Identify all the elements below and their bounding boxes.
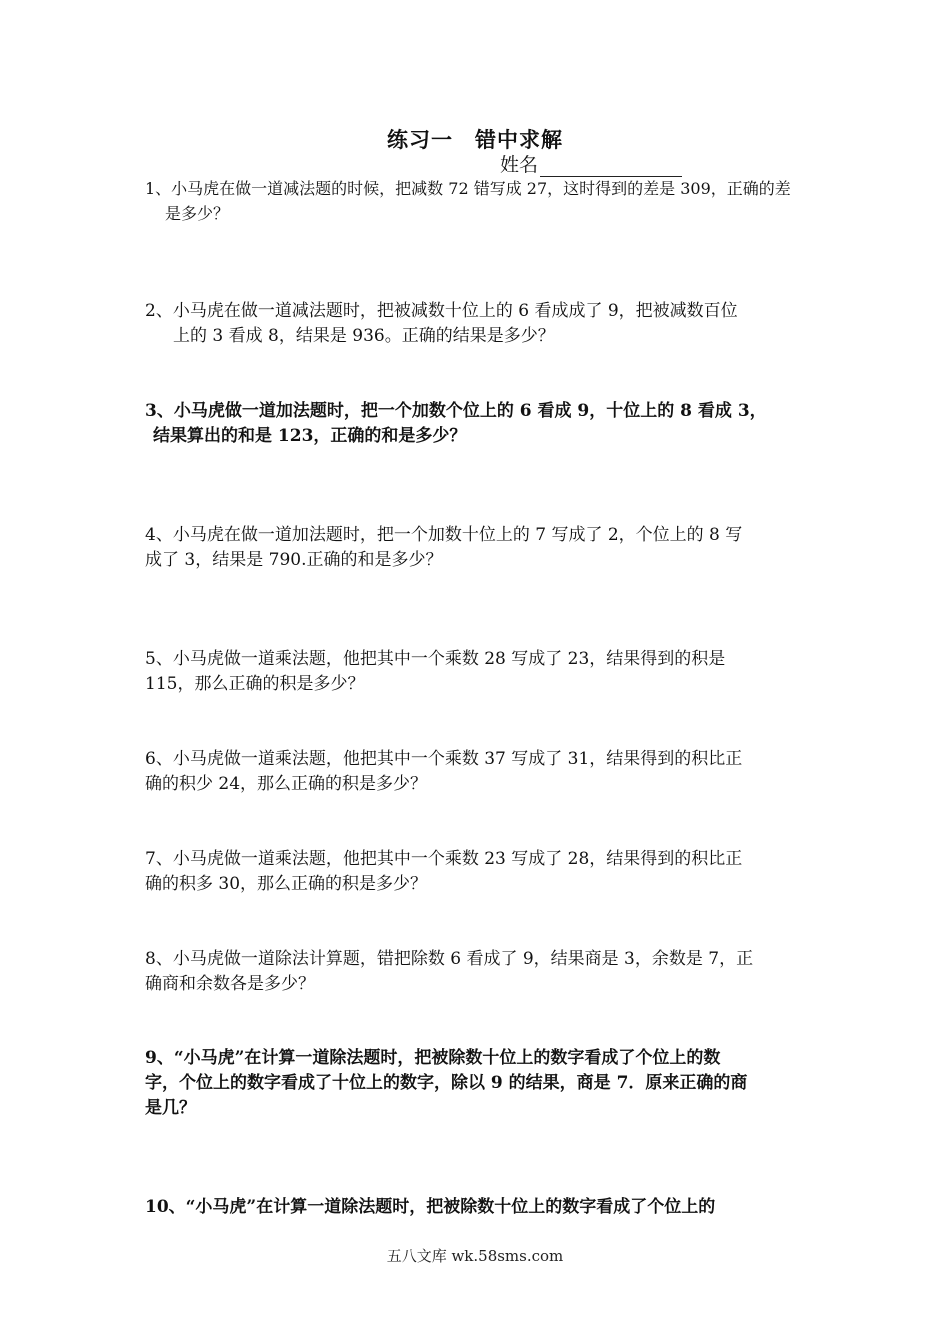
question-line: 4、小马虎在做一道加法题时，把一个加数十位上的 7 写成了 2，个位上的 8 写 — [145, 525, 743, 545]
question-4 — [145, 523, 810, 573]
question-line: 是多少？ — [165, 204, 230, 223]
question-5 — [145, 647, 810, 697]
name-label: 姓名 — [500, 154, 539, 176]
question-line: 3、小马虎做一道加法题时，把一个加数个位上的 6 看成 9，十位上的 8 看成 3， — [145, 401, 767, 421]
question-line: 115，那么正确的积是多少？ — [145, 674, 365, 694]
question-8 — [145, 947, 810, 997]
question-1 — [145, 176, 810, 226]
question-line: 确商和余数各是多少？ — [145, 974, 315, 994]
name-field — [500, 150, 682, 177]
question-9 — [145, 1046, 810, 1121]
question-line: 8、小马虎做一道除法计算题，错把除数 6 看成了 9，结果商是 3，余数是 7，正 — [145, 949, 754, 969]
question-3 — [145, 399, 810, 449]
question-line: 9、“小马虎”在计算一道除法题时，把被除数十位上的数字看成了个位上的数 — [145, 1048, 721, 1068]
question-line: 是几？ — [145, 1098, 196, 1118]
question-line: 2、小马虎在做一道减法题时，把被减数十位上的 6 看成成了 9，把被减数百位 — [145, 301, 738, 321]
question-line: 成了 3，结果是 790.正确的和是多少？ — [145, 550, 443, 570]
question-7 — [145, 847, 810, 897]
question-line: 确的积少 24，那么正确的积是多少？ — [145, 774, 428, 794]
question-6 — [145, 747, 810, 797]
page-title: 练习一 错中求解 — [387, 127, 563, 152]
question-line: 6、小马虎做一道乘法题，他把其中一个乘数 37 写成了 31，结果得到的积比正 — [145, 749, 743, 769]
question-line: 10、“小马虎”在计算一道除法题时，把被除数十位上的数字看成了个位上的 — [145, 1197, 716, 1217]
question-line: 7、小马虎做一道乘法题，他把其中一个乘数 23 写成了 28，结果得到的积比正 — [145, 849, 743, 869]
question-line: 确的积多 30，那么正确的积是多少？ — [145, 874, 428, 894]
name-blank-line — [540, 156, 682, 177]
question-line: 上的 3 看成 8，结果是 936。正确的结果是多少？ — [173, 326, 555, 346]
question-line: 结果算出的和是 123，正确的和是多少？ — [153, 426, 467, 446]
question-line: 5、小马虎做一道乘法题，他把其中一个乘数 28 写成了 23，结果得到的积是 — [145, 649, 726, 669]
footer-source: 五八文库 wk.58sms.com — [386, 1247, 564, 1265]
question-line: 字，个位上的数字看成了十位上的数字，除以 9 的结果，商是 7．原来正确的商 — [145, 1073, 748, 1093]
question-10 — [145, 1195, 810, 1220]
question-line: 1、小马虎在做一道减法题的时候，把减数 72 错写成 27，这时得到的差是 309，正确的差 — [145, 179, 791, 198]
question-2 — [145, 299, 810, 349]
